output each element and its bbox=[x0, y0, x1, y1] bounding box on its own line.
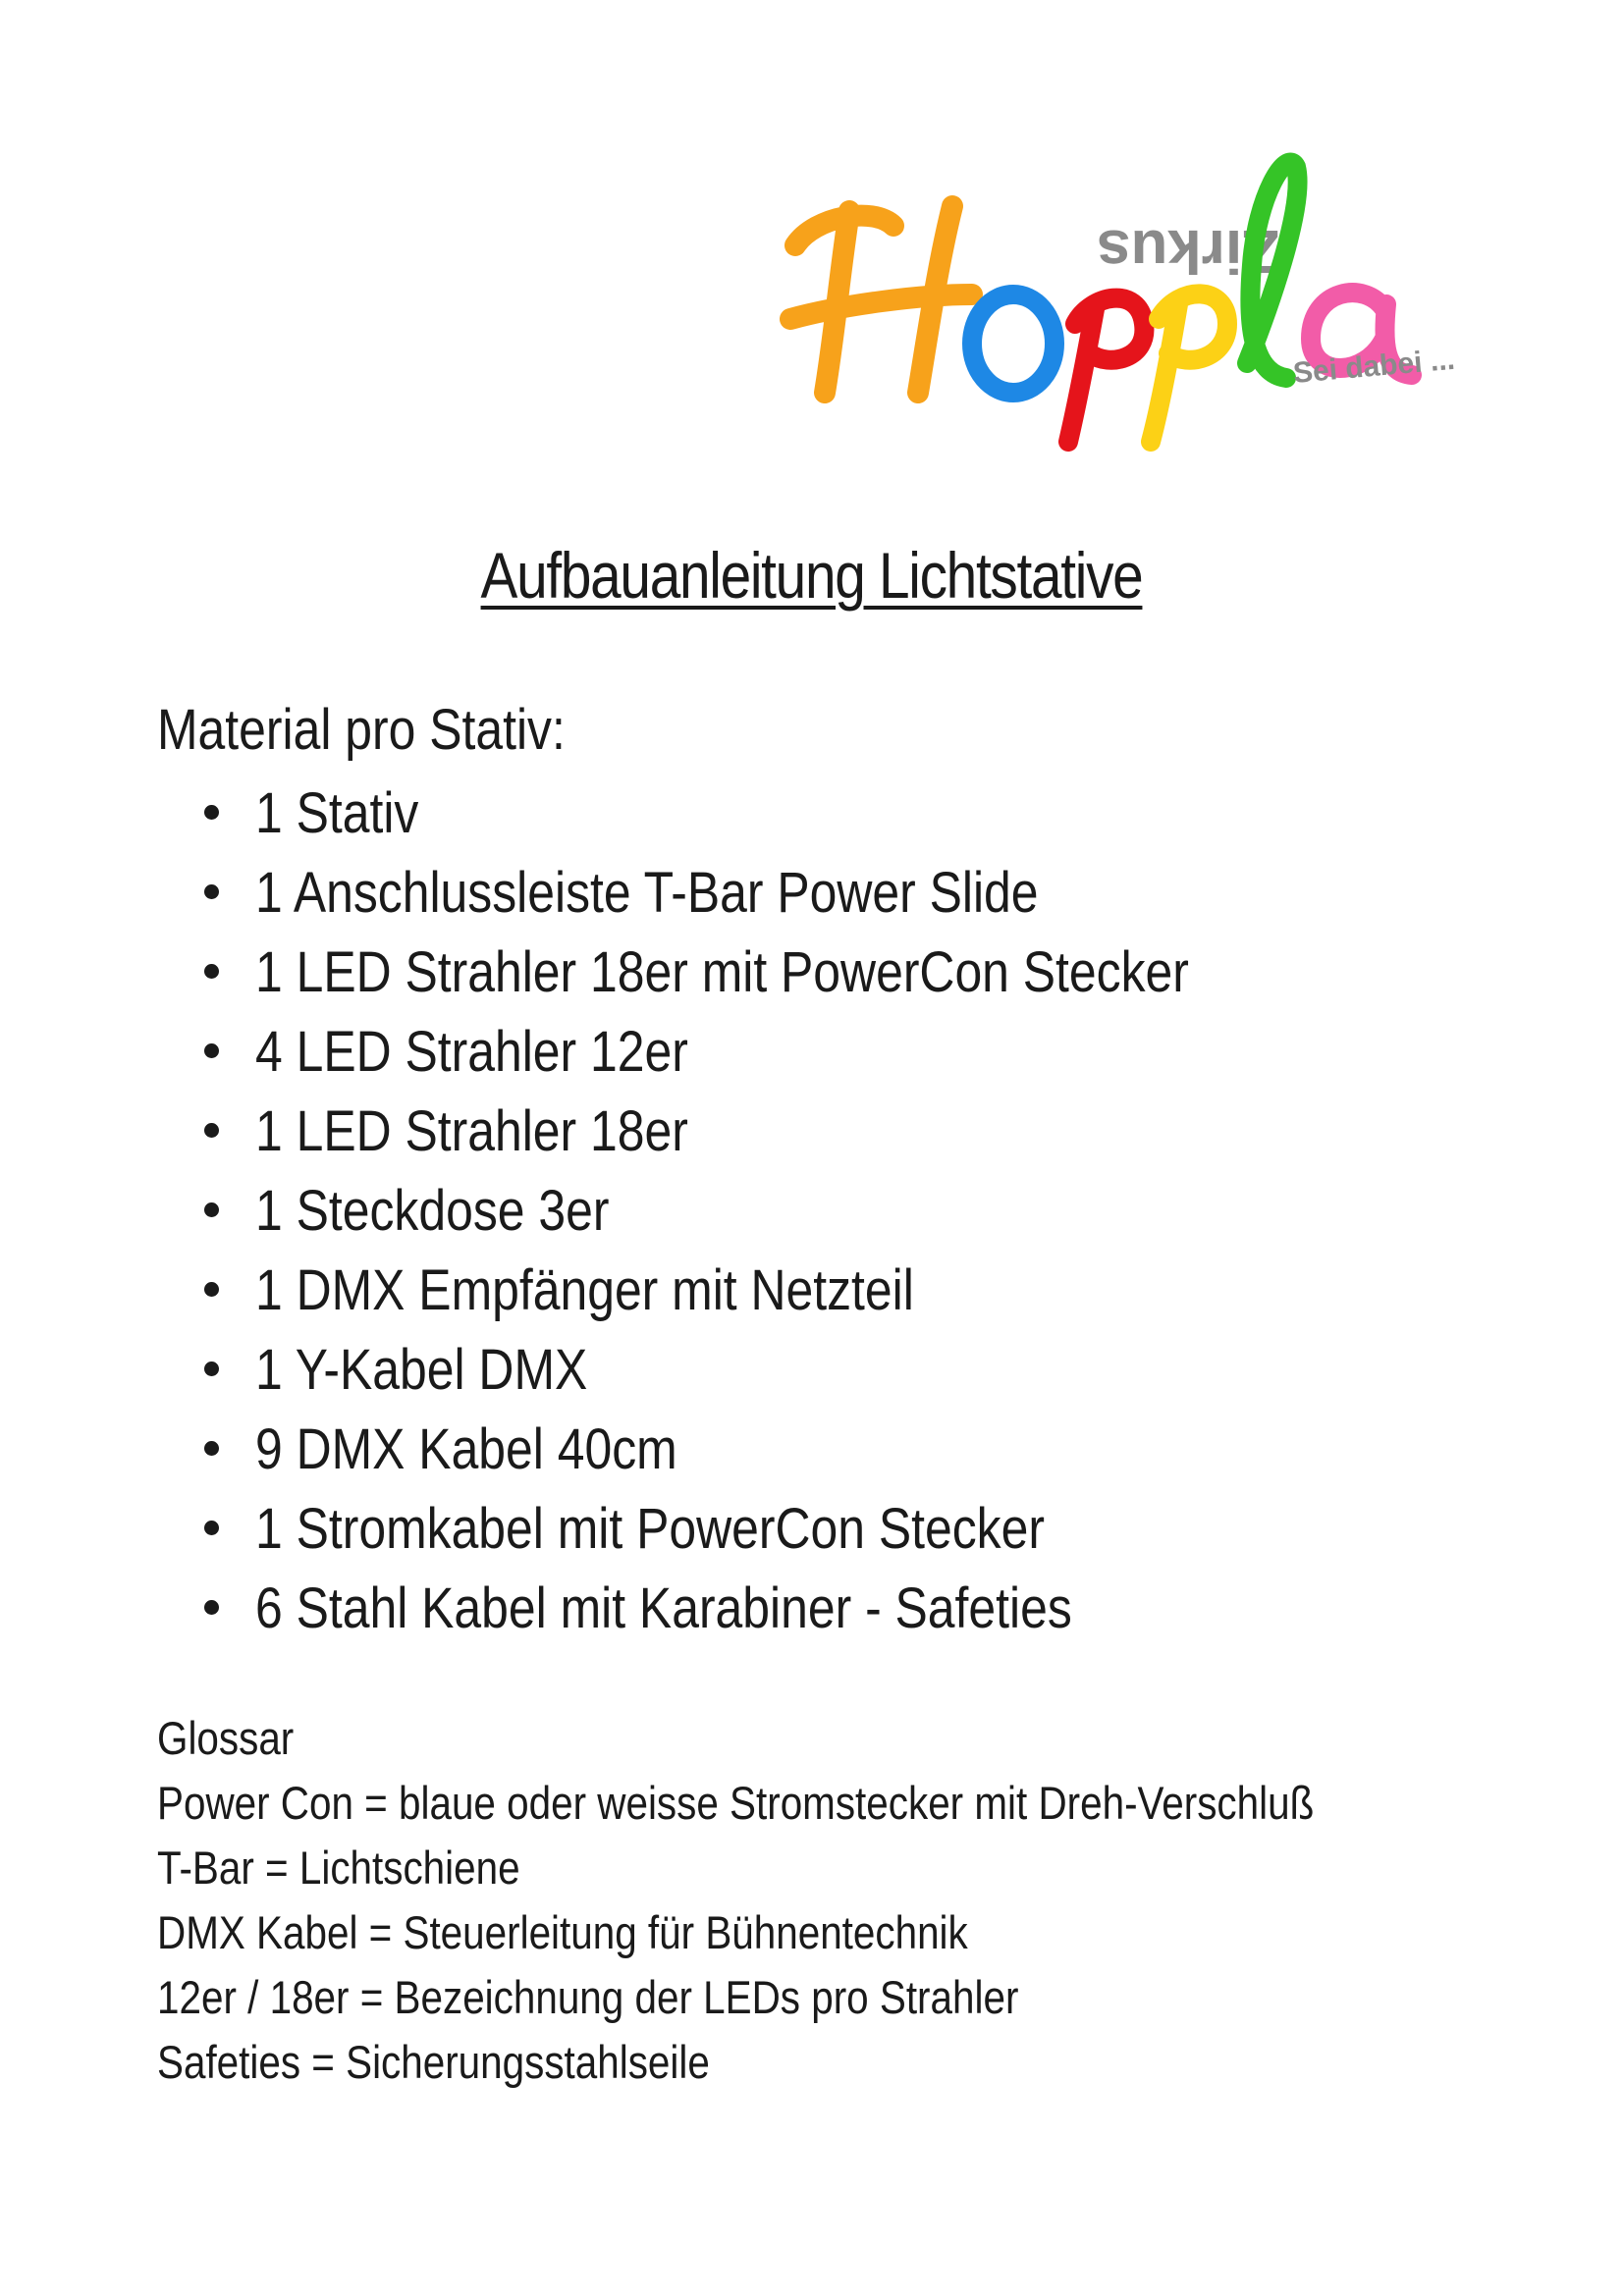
list-item: 9 DMX Kabel 40cm bbox=[157, 1410, 1483, 1489]
svg-text:Zirkus: Zirkus bbox=[1096, 217, 1280, 285]
list-item: 1 LED Strahler 18er mit PowerCon Stecker bbox=[157, 933, 1483, 1012]
list-item: 1 Anschlussleiste T-Bar Power Slide bbox=[157, 853, 1483, 933]
bullet-icon bbox=[204, 1521, 219, 1535]
list-item: 4 LED Strahler 12er bbox=[157, 1012, 1483, 1092]
bullet-icon bbox=[204, 1362, 219, 1376]
glossary-heading: Glossar bbox=[157, 1712, 295, 1764]
bullet-icon bbox=[204, 964, 219, 979]
bullet-icon bbox=[204, 1043, 219, 1058]
bullet-icon bbox=[204, 1202, 219, 1217]
glossary-entry: DMX Kabel = Steuerleitung für Bühnentechnik bbox=[157, 1906, 968, 1958]
glossary-entry: Power Con = blaue oder weisse Stromstecker mit Dreh-Verschluß bbox=[157, 1777, 1315, 1829]
list-item: 1 DMX Empfänger mit Netzteil bbox=[157, 1251, 1483, 1330]
material-list bbox=[157, 774, 1483, 1648]
list-item: 1 Stromkabel mit PowerCon Stecker bbox=[157, 1489, 1483, 1569]
material-heading: Material pro Stativ: bbox=[157, 698, 566, 762]
list-item: 6 Stahl Kabel mit Karabiner - Safeties bbox=[157, 1569, 1483, 1648]
list-item: 1 LED Strahler 18er bbox=[157, 1092, 1483, 1171]
list-item: 1 Stativ bbox=[157, 774, 1483, 853]
zirkus-hoppla-logo bbox=[756, 147, 1483, 452]
bullet-icon bbox=[204, 805, 219, 820]
bullet-icon bbox=[204, 1123, 219, 1138]
bullet-icon bbox=[204, 884, 219, 899]
glossary-entry: Safeties = Sicherungsstahlseile bbox=[157, 2036, 710, 2088]
bullet-icon bbox=[204, 1600, 219, 1615]
glossary-entry: 12er / 18er = Bezeichnung der LEDs pro Strahler bbox=[157, 1971, 1019, 2023]
material-section bbox=[157, 695, 1483, 1648]
bullet-icon bbox=[204, 1441, 219, 1456]
glossary-entry: T-Bar = Lichtschiene bbox=[157, 1842, 520, 1894]
list-item: 1 Y-Kabel DMX bbox=[157, 1330, 1483, 1410]
list-item: 1 Steckdose 3er bbox=[157, 1171, 1483, 1251]
glossary-section bbox=[157, 1706, 1532, 2095]
logo-tagline: Sei dabei ... bbox=[1291, 343, 1457, 390]
page-title: Aufbauanleitung Lichtstative bbox=[480, 539, 1143, 612]
bullet-icon bbox=[204, 1282, 219, 1297]
